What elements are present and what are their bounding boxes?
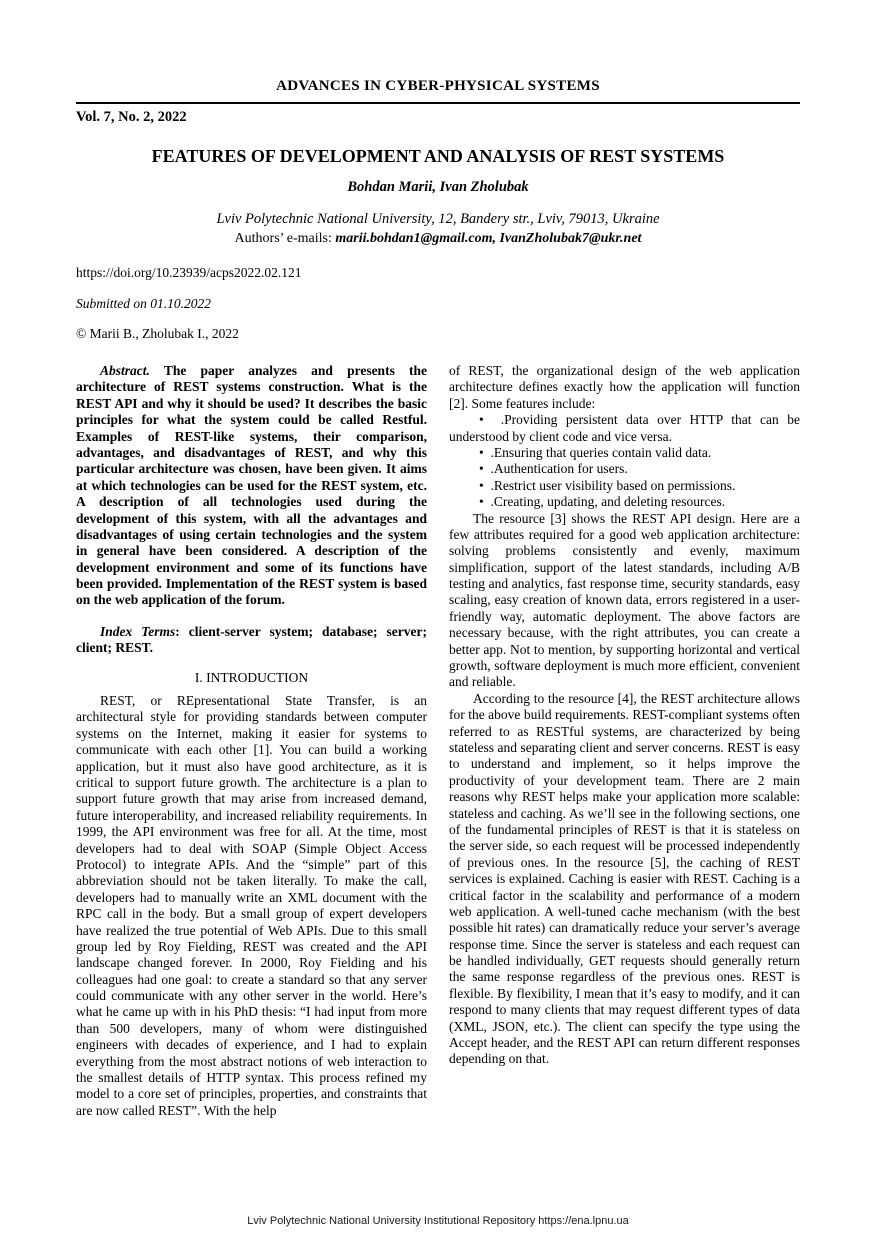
doi-link: https://doi.org/10.23939/acps2022.02.121 [76, 265, 302, 280]
paper-title: FEATURES OF DEVELOPMENT AND ANALYSIS OF REST SYSTEMS [151, 146, 725, 166]
abstract-text: The paper analyzes and presents the architecture of REST systems construction. What is the REST API and why it should be used? It describes the basic principles for what the system could be called Restful. Examples of REST-like systems, their comparison, advantages, and disadvantages of REST, and why this particular architecture was chosen, have been given. It aims at which technologies can be used for the REST system, etc. A description of all technologies used during the development of this system, with all the advantages and disadvantages of using certain technologies and the system in general have been considered. A description of the development environment and some of its functions have been provided. Implementation of the REST system is based on the web application of the forum. [76, 363, 427, 608]
right-column [449, 363, 800, 1119]
index-terms-text: : client-server system; database; server; client; REST. [76, 623, 427, 656]
list-item [449, 412, 800, 445]
authors-line: Bohdan Marii, Ivan Zholubak [347, 179, 529, 195]
submitted-date: Submitted on 01.10.2022 [76, 296, 211, 311]
list-item [449, 461, 800, 477]
section-heading-introduction: I. INTRODUCTION [194, 669, 309, 685]
list-item-text: .Authentication for users. [490, 461, 628, 477]
list-item [449, 494, 800, 510]
list-item [449, 478, 800, 494]
copyright-line: © Marii B., Zholubak I., 2022 [76, 326, 239, 341]
two-column-body [76, 363, 800, 1119]
bullet-icon: • [479, 461, 484, 477]
list-item-text: .Restrict user visibility based on permissions. [490, 477, 736, 493]
body-paragraph: According to the resource [4], the REST architecture allows for the above build requirements. REST-compliant systems often referred to as RESTful systems, are characterized by being stateless and separating client and server concerns. REST is easy to understand and implement, so it helps improve the productivity of your development team. There are 2 main reasons why REST helps make your application more scalable: stateless and caching. As we’ll see in the following sections, one of the fundamental principles of REST is that it is stateless on the server side, so each request will be processed independently of previous ones. In the resource [5], the caching of REST services is explained. Caching is easier with REST. Caching is a critical factor in the scalability and performance of a modern web application. A well-tuned cache mechanism (with the best possible hit rates) can dramatically reduce your server’s average response time. Since the server is stateless and each request can be handled individually, GET requests should generally return the same response regardless of the previous ones. REST is flexible. By flexibility, I mean that it’s easy to modify, and it can respond to many clients that may request different types of data (XML, JSON, etc.). The client can specify the type using the Accept header, and the REST API can return different responses depending on that. [449, 690, 800, 1067]
bullet-icon: • [479, 412, 484, 428]
emails-line [76, 231, 800, 247]
journal-title: ADVANCES IN CYBER-PHYSICAL SYSTEMS [276, 78, 600, 94]
abstract-paragraph [76, 363, 427, 609]
index-terms-paragraph [76, 624, 427, 657]
emails-prefix: Authors’ e-mails: [234, 231, 332, 246]
left-column [76, 363, 427, 1119]
list-item-text: .Providing persistent data over HTTP that can be understood by client code and vice versa. [449, 412, 801, 444]
bullet-icon: • [479, 477, 484, 493]
volume-issue-line: Vol. 7, No. 2, 2022 [76, 109, 187, 125]
index-terms-label: Index Terms [100, 623, 176, 639]
body-paragraph-continuation: of REST, the organizational design of the web application architecture defines exactly how the application will function [2]. Some features include: [449, 363, 800, 411]
introduction-paragraph: REST, or REpresentational State Transfer, is an architectural style for providing standards between computer systems on the Internet, making it easier for systems to communicate with each other [1]. You can build a working application, but it must also have good architecture, as it is critical to support future growth. The architecture is a plan to support future growth that may arise from increased demand, future interoperability, and increased reliability requirements. In 1999, the API environment was free for all. At the time, most developers had to deal with SOAP (Simple Object Access Protocol) to integrate APIs. And the “simple” part of this abbreviation should not be taken literally. To make the call, developers had to manually write an XML document with the RPC call in the body. But a small group of expert developers have realized the true potential of Web APIs. Due to this small group led by Roy Fielding, REST was created and the API landscape changed forever. In 2000, Roy Fielding and his colleagues had one goal: to create a standard so that any server could communicate with any other server in the world. Here’s what he came up with in his PhD thesis: “I had input from more than 500 developers, many of whom were distinguished engineers with decades of experience, and I had to explain everything from the most abstract notions of web interaction to the smallest details of HTTP syntax. This process refined my model to a core set of principles, properties, and constraints that are now called REST”. With the help [76, 693, 427, 1118]
list-item [449, 445, 800, 461]
bullet-icon: • [479, 444, 484, 460]
list-item-text: .Creating, updating, and deleting resources. [490, 494, 726, 510]
header-rule [76, 102, 800, 104]
repository-footer: Lviv Polytechnic National University Institutional Repository https://ena.lpnu.ua [247, 1215, 629, 1227]
body-paragraph: The resource [3] shows the REST API design. Here are a few attributes required for a good web application architecture: solving problems consistently and evenly, maximum simplification, support of the latest standards, including A/B testing and analytics, fast response time, security standards, easy scaling, easy creation of known data, errors registered in a user-friendly way, automatic deployment. The above factors are necessary because, with the right attributes, you can create a better app. Not to mention, by supporting horizontal and vertical growth, software deployment is much more efficient, convenient and reliable. [449, 510, 800, 690]
abstract-label: Abstract. [100, 363, 150, 378]
author-emails: marii.bohdan1@gmail.com, IvanZholubak7@ukr.net [335, 231, 642, 246]
bullet-icon: • [479, 494, 484, 510]
list-item-text: .Ensuring that queries contain valid data. [490, 444, 712, 460]
affiliation-line: Lviv Polytechnic National University, 12, Bandery str., Lviv, 79013, Ukraine [216, 211, 660, 227]
